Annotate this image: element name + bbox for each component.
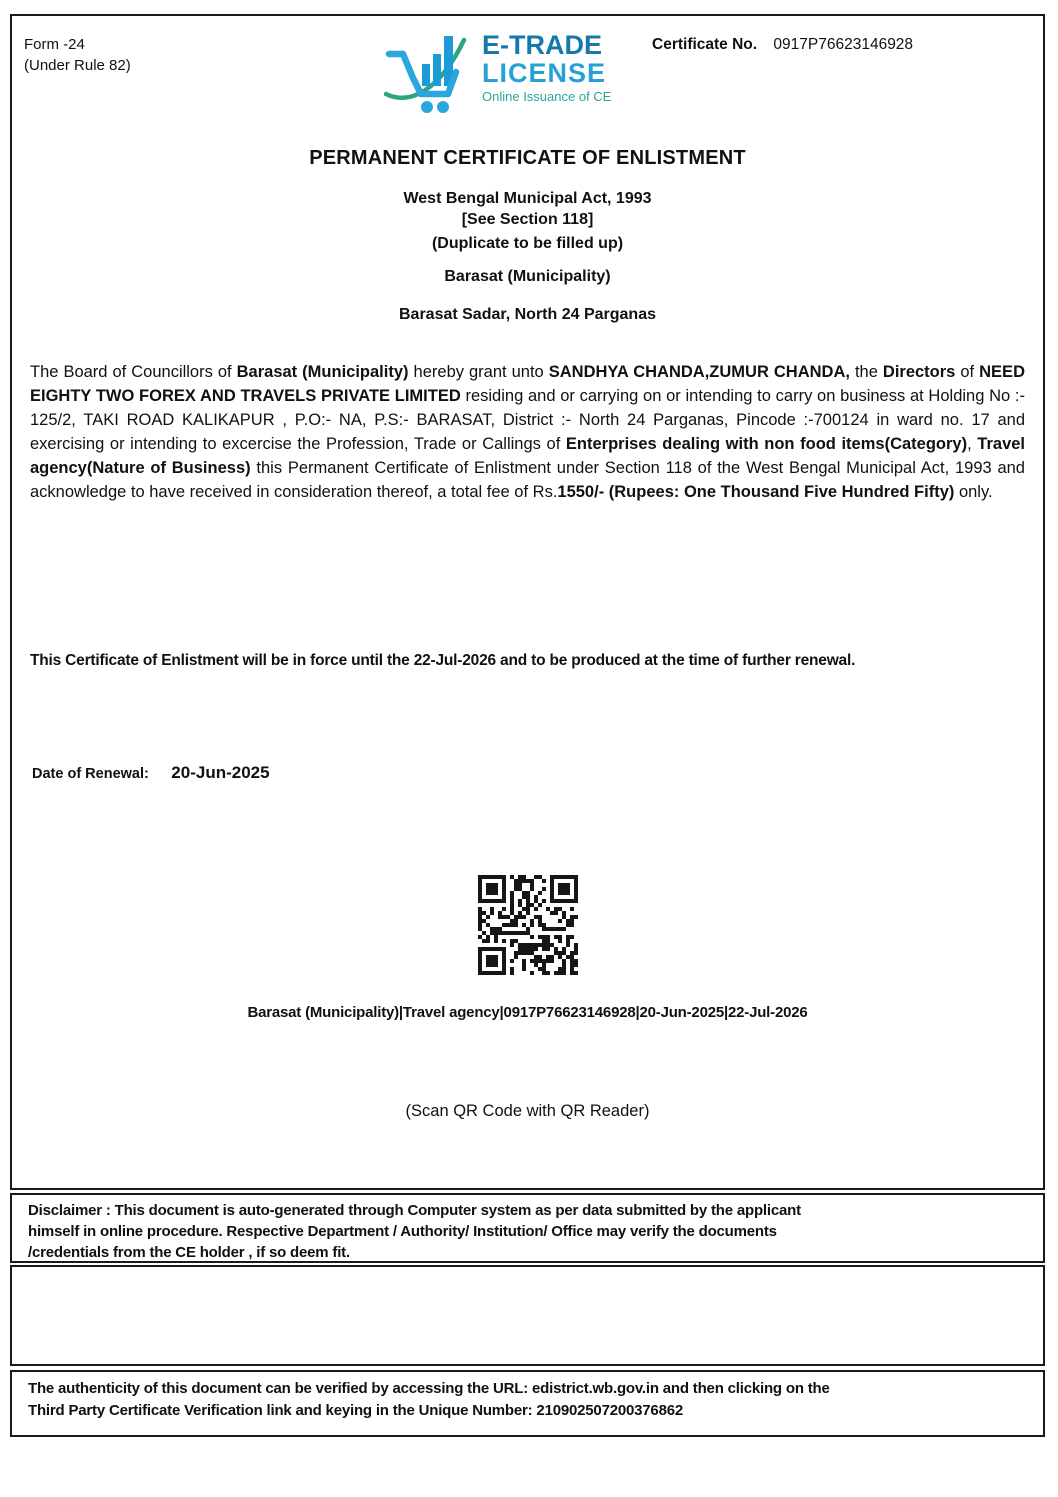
disclaimer-box: Disclaimer : This document is auto-generated through Computer system as per data submitted by the applicant himself in online procedure. Respective Department / Authority/ Institution/ Office may verify the documents /credentials from the CE holder , if so deem fit. xyxy=(10,1193,1045,1263)
form-rule: (Under Rule 82) xyxy=(24,57,131,74)
district-line: Barasat Sadar, North 24 Parganas xyxy=(398,306,656,323)
certificate-number xyxy=(652,36,913,54)
date-of-renewal-value: 20-Jun-2025 xyxy=(171,763,270,782)
logo-license: LICENSE xyxy=(482,58,607,88)
validity-line: This Certificate of Enlistment will be in force until the 22-Jul-2026 and to be produced at the time of further renewal. xyxy=(30,652,856,669)
act-line: West Bengal Municipal Act, 1993 xyxy=(403,190,652,207)
form-info xyxy=(24,34,131,76)
logo-text xyxy=(482,32,611,103)
qr-code xyxy=(475,872,581,978)
qr-code-wrap xyxy=(12,872,1043,983)
date-of-renewal-label: Date of Renewal: xyxy=(32,766,149,782)
municipality-line: Barasat (Municipality) xyxy=(444,268,611,285)
authenticity-box: The authenticity of this document can be verified by accessing the URL: edistrict.wb.gov.in and then clicking on the Third Party Certificate Verification link and keying in the Unique Number: 210902507200376862 xyxy=(10,1370,1045,1437)
cart-barchart-icon xyxy=(384,32,476,123)
duplicate-line: (Duplicate to be filled up) xyxy=(431,235,624,252)
logo-tagline: Online Issuance of CE xyxy=(482,89,612,104)
certificate-main-box xyxy=(10,14,1045,1190)
scan-qr-note: (Scan QR Code with QR Reader) xyxy=(405,1102,650,1120)
date-of-renewal xyxy=(32,763,270,783)
certificate-number-value: 0917P76623146928 xyxy=(773,36,914,53)
empty-box xyxy=(10,1265,1045,1366)
qr-caption: Barasat (Municipality)|Travel agency|0917P76623146928|20-Jun-2025|22-Jul-2026 xyxy=(247,1004,808,1021)
page-title: PERMANENT CERTIFICATE OF ENLISTMENT xyxy=(309,147,746,169)
etrade-license-logo xyxy=(384,32,611,123)
form-number: Form -24 xyxy=(24,36,85,53)
logo-etrade: E-TRADE xyxy=(482,30,602,60)
section-line: [See Section 118] xyxy=(461,211,594,228)
certificate-number-label: Certificate No. xyxy=(652,36,758,53)
grant-paragraph: The Board of Councillors of Barasat (Municipality) hereby grant unto SANDHYA CHANDA,ZUMUR CHANDA, the Directors of NEED EIGHTY TWO FOREX AND TRAVELS PRIVATE LIMITED residing and or carrying on or intending to carry on business at Holding No :- 125/2, TAKI ROAD KALIKAPUR , P.O:- NA, P.S:- BARASAT, District :- North 24 Parganas, Pincode :-700124 in ward no. 17 and exercising or intending to excercise the Profession, Trade or Callings of Enterprises dealing with non food items(Category), Travel agency(Nature of Business) this Permanent Certificate of Enlistment under Section 118 of the West Bengal Municipal Act, 1993 and acknowledge to have received in consideration thereof, a total fee of Rs.1550/- (Rupees: One Thousand Five Hundred Fifty) only. xyxy=(30,363,1026,501)
